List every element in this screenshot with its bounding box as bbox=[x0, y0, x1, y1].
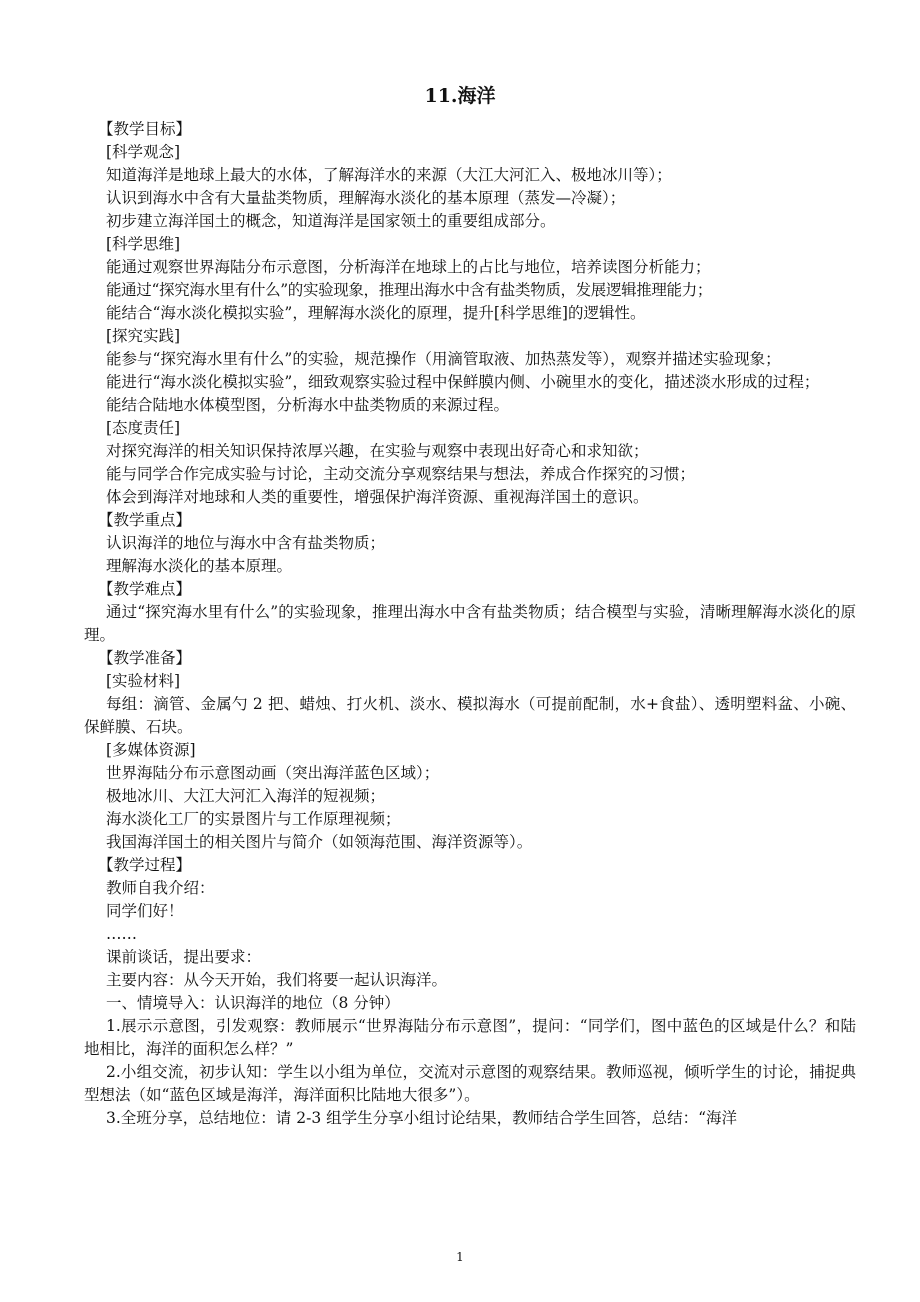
body-line: [态度责任] bbox=[106, 419, 181, 437]
section-heading: 【教学难点】 bbox=[98, 580, 192, 598]
body-line: …… bbox=[106, 925, 137, 943]
document-title: 11.海洋 bbox=[424, 85, 496, 107]
body-line: [多媒体资源] bbox=[106, 741, 196, 759]
body-paragraph: 1.展示示意图，引发观察：教师展示“世界海陆分布示意图”，提问：“同学们，图中蓝色的区域是什么？和陆地相比，海洋的面积怎么样？” bbox=[84, 1017, 856, 1058]
section-heading: 【教学目标】 bbox=[98, 120, 192, 138]
body-paragraph: 能参与“探究海水里有什么”的实验，规范操作（用滴管取液、加热蒸发等），观察并描述实验现象； bbox=[106, 350, 781, 368]
body-line: 能结合陆地水体模型图，分析海水中盐类物质的来源过程。 bbox=[106, 396, 510, 414]
body-line: 认识到海水中含有大量盐类物质，理解海水淡化的基本原理（蒸发—冷凝）； bbox=[106, 189, 626, 207]
body-line: [探究实践] bbox=[106, 327, 181, 345]
body-line: 主要内容：从今天开始，我们将要一起认识海洋。 bbox=[106, 971, 448, 989]
body-line: [实验材料] bbox=[106, 672, 181, 690]
body-line: 理解海水淡化的基本原理。 bbox=[106, 557, 293, 575]
section-heading: 【教学重点】 bbox=[98, 511, 192, 529]
page-number: 1 bbox=[456, 1250, 464, 1264]
body-line: 一、情境导入：认识海洋的地位（8 分钟） bbox=[106, 994, 400, 1012]
body-line: 对探究海洋的相关知识保持浓厚兴趣，在实验与观察中表现出好奇心和求知欲； bbox=[106, 442, 649, 460]
body-paragraph: 通过“探究海水里有什么”的实验现象，推理出海水中含有盐类物质；结合模型与实验，清晰理解海水淡化的原理。 bbox=[84, 603, 856, 644]
document-body bbox=[84, 118, 856, 1130]
body-line: 能与同学合作完成实验与讨论，主动交流分享观察结果与想法，养成合作探究的习惯； bbox=[106, 465, 696, 483]
body-line: 世界海陆分布示意图动画（突出海洋蓝色区域）； bbox=[106, 764, 440, 782]
body-line: 能通过观察世界海陆分布示意图，分析海洋在地球上的占比与地位，培养读图分析能力； bbox=[106, 258, 711, 276]
section-heading: 【教学准备】 bbox=[98, 649, 192, 667]
body-line: 课前谈话，提出要求： bbox=[106, 948, 262, 966]
body-line: [科学思维] bbox=[106, 235, 181, 253]
body-line: 体会到海洋对地球和人类的重要性，增强保护海洋资源、重视海洋国土的意识。 bbox=[106, 488, 649, 506]
body-line: 我国海洋国土的相关图片与简介（如领海范围、海洋资源等）。 bbox=[106, 833, 533, 851]
body-paragraph: 每组：滴管、金属勺 2 把、蜡烛、打火机、淡水、模拟海水（可提前配制，水+食盐）、透明塑料盆、小碗、保鲜膜、石块。 bbox=[84, 695, 856, 736]
body-paragraph: 能进行“海水淡化模拟实验”，细致观察实验过程中保鲜膜内侧、小碗里水的变化，描述淡水形成的过程； bbox=[106, 373, 820, 391]
body-line: 教师自我介绍： bbox=[106, 879, 215, 897]
body-paragraph: 3.全班分享，总结地位：请 2-3 组学生分享小组讨论结果，教师结合学生回答，总结：“海洋 bbox=[106, 1109, 738, 1127]
section-heading: 【教学过程】 bbox=[98, 856, 192, 874]
body-paragraph: 2.小组交流，初步认知：学生以小组为单位，交流对示意图的观察结果。教师巡视，倾听学生的讨论，捕捉典型想法（如“蓝色区域是海洋，海洋面积比陆地大很多”）。 bbox=[84, 1063, 856, 1104]
body-line: 能通过“探究海水里有什么”的实验现象，推理出海水中含有盐类物质，发展逻辑推理能力； bbox=[106, 281, 713, 299]
body-line: [科学观念] bbox=[106, 143, 181, 161]
body-line: 知道海洋是地球上最大的水体，了解海洋水的来源（大江大河汇入、极地冰川等）； bbox=[106, 166, 672, 184]
body-line: 认识海洋的地位与海水中含有盐类物质； bbox=[106, 534, 386, 552]
body-line: 初步建立海洋国土的概念，知道海洋是国家领土的重要组成部分。 bbox=[106, 212, 556, 230]
body-line: 极地冰川、大江大河汇入海洋的短视频； bbox=[106, 787, 386, 805]
body-line: 能结合“海水淡化模拟实验”，理解海水淡化的原理，提升[科学思维]的逻辑性。 bbox=[106, 304, 646, 322]
body-line: 同学们好！ bbox=[106, 902, 184, 920]
body-line: 海水淡化工厂的实景图片与工作原理视频； bbox=[106, 810, 401, 828]
